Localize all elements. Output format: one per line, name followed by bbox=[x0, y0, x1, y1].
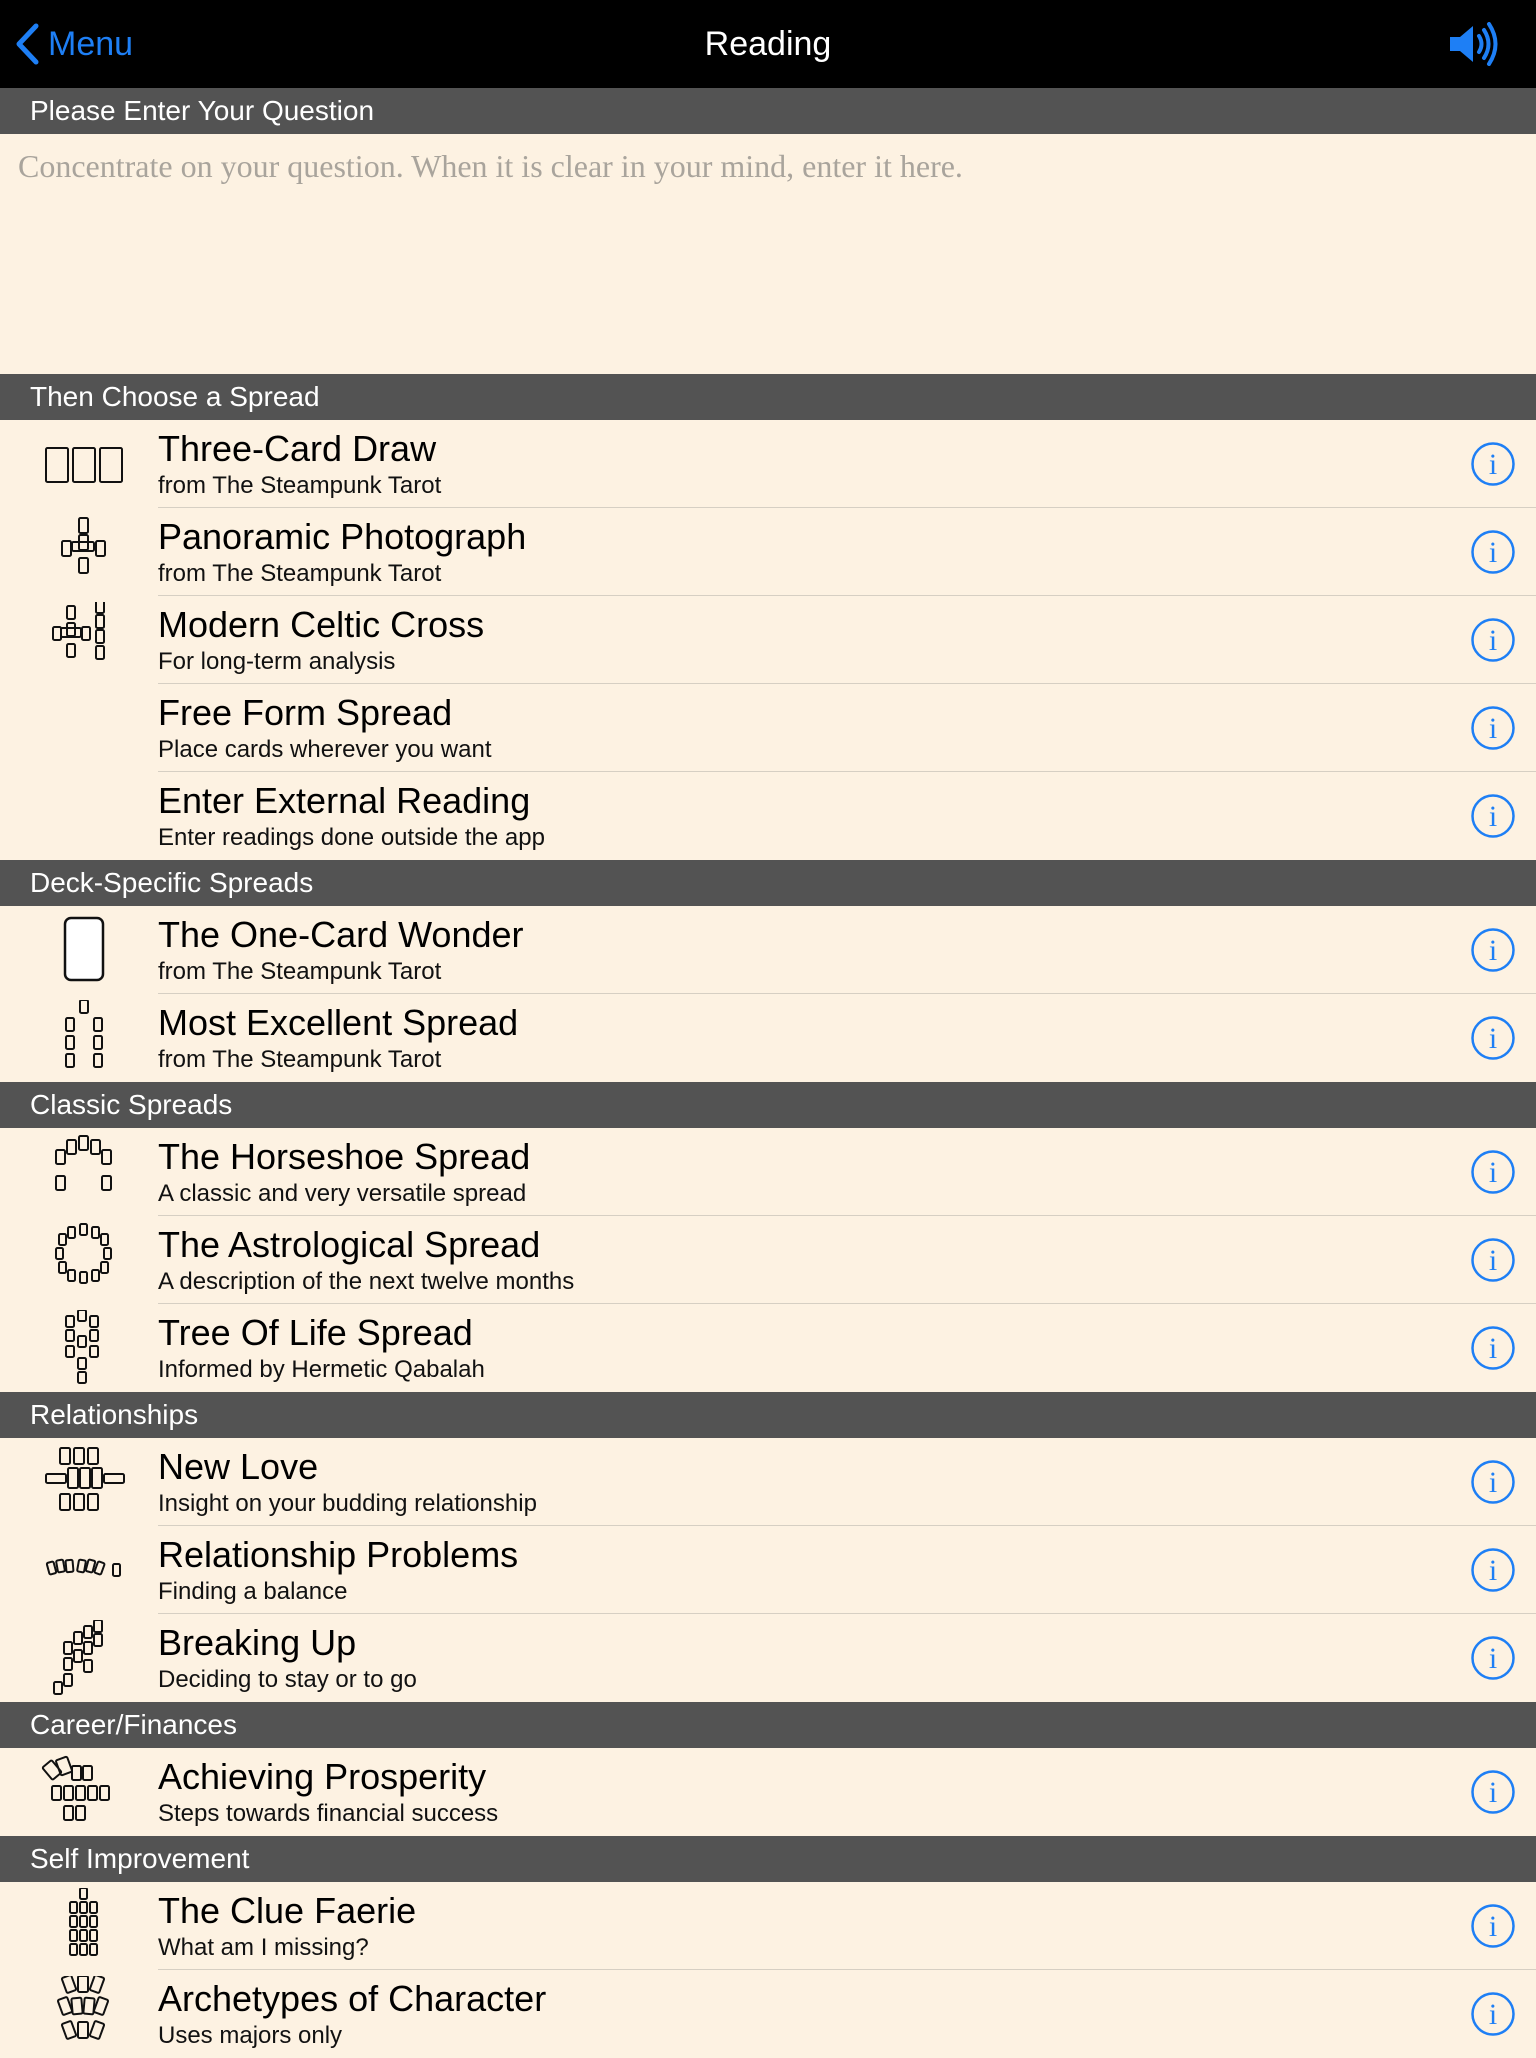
info-button[interactable] bbox=[1470, 1635, 1516, 1681]
speaker-icon bbox=[1448, 22, 1498, 66]
svg-text:i: i bbox=[1488, 1332, 1498, 1365]
info-icon bbox=[1470, 934, 1516, 977]
spread-title: The Astrological Spread bbox=[158, 1224, 541, 1265]
spread-subtitle: from The Steampunk Tarot bbox=[158, 958, 442, 985]
info-icon bbox=[1470, 1022, 1516, 1065]
svg-text:i: i bbox=[1488, 712, 1498, 745]
spread-title: Enter External Reading bbox=[158, 780, 531, 821]
info-button[interactable] bbox=[1470, 1547, 1516, 1593]
info-button[interactable] bbox=[1470, 529, 1516, 575]
spread-row[interactable] bbox=[0, 508, 1536, 596]
spread-title: The Horseshoe Spread bbox=[158, 1136, 531, 1177]
info-icon bbox=[1470, 1156, 1516, 1199]
spread-title: Archetypes of Character bbox=[158, 1978, 547, 2019]
spread-title: The One-Card Wonder bbox=[158, 914, 524, 955]
prosperity-spread-icon bbox=[38, 1754, 130, 1830]
svg-text:i: i bbox=[1488, 536, 1498, 569]
menu-back-label: Menu bbox=[48, 24, 134, 63]
info-icon bbox=[1470, 1332, 1516, 1375]
panoramic-spread-icon bbox=[38, 514, 130, 590]
svg-text:i: i bbox=[1488, 800, 1498, 833]
spread-subtitle: Finding a balance bbox=[158, 1578, 348, 1605]
spread-subtitle: Insight on your budding relationship bbox=[158, 1490, 537, 1517]
section-header-self: Self Improvement bbox=[0, 1836, 1536, 1882]
spread-subtitle: from The Steampunk Tarot bbox=[158, 560, 442, 587]
info-icon bbox=[1470, 1466, 1516, 1509]
svg-text:i: i bbox=[1488, 1156, 1498, 1189]
info-button[interactable] bbox=[1470, 793, 1516, 839]
sound-button[interactable] bbox=[1448, 22, 1498, 71]
svg-text:i: i bbox=[1488, 1554, 1498, 1587]
info-icon bbox=[1470, 1776, 1516, 1819]
celtic-cross-spread-icon bbox=[38, 602, 130, 678]
breaking-up-spread-icon bbox=[38, 1620, 130, 1696]
spread-title: Panoramic Photograph bbox=[158, 516, 527, 557]
spread-subtitle: Informed by Hermetic Qabalah bbox=[158, 1356, 485, 1383]
most-excellent-spread-icon bbox=[38, 1000, 130, 1076]
info-button[interactable] bbox=[1470, 1325, 1516, 1371]
spread-subtitle: A classic and very versatile spread bbox=[158, 1180, 527, 1207]
horseshoe-spread-icon bbox=[38, 1134, 130, 1210]
spread-title: Achieving Prosperity bbox=[158, 1756, 487, 1797]
question-area bbox=[0, 134, 1536, 374]
spread-title: New Love bbox=[158, 1446, 319, 1487]
clue-faerie-spread-icon bbox=[38, 1888, 130, 1964]
info-button[interactable] bbox=[1470, 617, 1516, 663]
info-button[interactable] bbox=[1470, 1991, 1516, 2037]
spread-row[interactable] bbox=[0, 1216, 1536, 1304]
nav-bar bbox=[0, 0, 1536, 88]
new-love-spread-icon bbox=[38, 1444, 130, 1520]
astrological-spread-icon bbox=[38, 1222, 130, 1298]
spread-list bbox=[0, 374, 1536, 2058]
spread-subtitle: A description of the next twelve months bbox=[158, 1268, 575, 1295]
info-icon bbox=[1470, 1998, 1516, 2041]
info-icon bbox=[1470, 448, 1516, 491]
spread-row[interactable] bbox=[0, 596, 1536, 684]
spread-row[interactable] bbox=[0, 420, 1536, 508]
spread-row[interactable] bbox=[0, 1526, 1536, 1614]
svg-text:i: i bbox=[1488, 1998, 1498, 2031]
svg-text:i: i bbox=[1488, 1244, 1498, 1277]
svg-text:i: i bbox=[1488, 1466, 1498, 1499]
svg-text:i: i bbox=[1488, 624, 1498, 657]
spread-row[interactable] bbox=[0, 1748, 1536, 1836]
blank-spread-icon bbox=[38, 690, 130, 766]
section-header-career: Career/Finances bbox=[0, 1702, 1536, 1748]
spread-title: The Clue Faerie bbox=[158, 1890, 417, 1931]
info-button[interactable] bbox=[1470, 441, 1516, 487]
spread-subtitle: Steps towards financial success bbox=[158, 1800, 499, 1827]
info-button[interactable] bbox=[1470, 927, 1516, 973]
spread-title: Free Form Spread bbox=[158, 692, 453, 733]
spread-row[interactable] bbox=[0, 1882, 1536, 1970]
spread-row[interactable] bbox=[0, 1304, 1536, 1392]
three-card-spread-icon bbox=[38, 426, 130, 502]
section-header-relationships: Relationships bbox=[0, 1392, 1536, 1438]
svg-text:i: i bbox=[1488, 1776, 1498, 1809]
spread-title: Relationship Problems bbox=[158, 1534, 519, 1575]
info-button[interactable] bbox=[1470, 1459, 1516, 1505]
spread-subtitle: What am I missing? bbox=[158, 1934, 369, 1961]
info-button[interactable] bbox=[1470, 1149, 1516, 1195]
info-button[interactable] bbox=[1470, 1015, 1516, 1061]
spread-row[interactable] bbox=[0, 906, 1536, 994]
spread-subtitle: Enter readings done outside the app bbox=[158, 824, 545, 851]
spread-subtitle: Deciding to stay or to go bbox=[158, 1666, 417, 1693]
spread-row[interactable] bbox=[0, 1128, 1536, 1216]
info-button[interactable] bbox=[1470, 1769, 1516, 1815]
blank-spread-icon bbox=[38, 778, 130, 854]
spread-subtitle: from The Steampunk Tarot bbox=[158, 472, 442, 499]
spread-row[interactable] bbox=[0, 1438, 1536, 1526]
spread-title: Three-Card Draw bbox=[158, 428, 437, 469]
one-card-spread-icon bbox=[38, 912, 130, 988]
spread-subtitle: from The Steampunk Tarot bbox=[158, 1046, 442, 1073]
info-icon bbox=[1470, 712, 1516, 755]
tree-of-life-spread-icon bbox=[38, 1310, 130, 1386]
info-button[interactable] bbox=[1470, 1237, 1516, 1283]
info-icon bbox=[1470, 1244, 1516, 1287]
info-icon bbox=[1470, 800, 1516, 843]
section-header-classic: Classic Spreads bbox=[0, 1082, 1536, 1128]
spread-title: Most Excellent Spread bbox=[158, 1002, 519, 1043]
spread-title: Modern Celtic Cross bbox=[158, 604, 485, 645]
question-input[interactable] bbox=[16, 146, 1524, 366]
svg-text:i: i bbox=[1488, 448, 1498, 481]
svg-text:i: i bbox=[1488, 1910, 1498, 1943]
spread-subtitle: Uses majors only bbox=[158, 2022, 343, 2049]
archetypes-spread-icon bbox=[38, 1976, 130, 2052]
spread-row[interactable] bbox=[0, 1970, 1536, 2058]
spread-title: Breaking Up bbox=[158, 1622, 357, 1663]
page-title: Reading bbox=[704, 24, 832, 63]
spread-subtitle: Place cards wherever you want bbox=[158, 736, 492, 763]
spread-subtitle: For long-term analysis bbox=[158, 648, 396, 675]
spread-row[interactable] bbox=[0, 772, 1536, 860]
svg-text:i: i bbox=[1488, 934, 1498, 967]
question-section-header: Please Enter Your Question bbox=[0, 88, 1536, 134]
spread-row[interactable] bbox=[0, 684, 1536, 772]
section-header-choose: Then Choose a Spread bbox=[0, 374, 1536, 420]
info-button[interactable] bbox=[1470, 1903, 1516, 1949]
section-header-deck: Deck-Specific Spreads bbox=[0, 860, 1536, 906]
spread-title: Tree Of Life Spread bbox=[158, 1312, 473, 1353]
spread-row[interactable] bbox=[0, 994, 1536, 1082]
info-icon bbox=[1470, 1554, 1516, 1597]
spread-row[interactable] bbox=[0, 1614, 1536, 1702]
info-button[interactable] bbox=[1470, 705, 1516, 751]
svg-text:i: i bbox=[1488, 1022, 1498, 1055]
info-icon bbox=[1470, 536, 1516, 579]
info-icon bbox=[1470, 624, 1516, 667]
relationship-problems-spread-icon bbox=[38, 1532, 130, 1608]
info-icon bbox=[1470, 1642, 1516, 1685]
svg-text:i: i bbox=[1488, 1642, 1498, 1675]
info-icon bbox=[1470, 1910, 1516, 1953]
